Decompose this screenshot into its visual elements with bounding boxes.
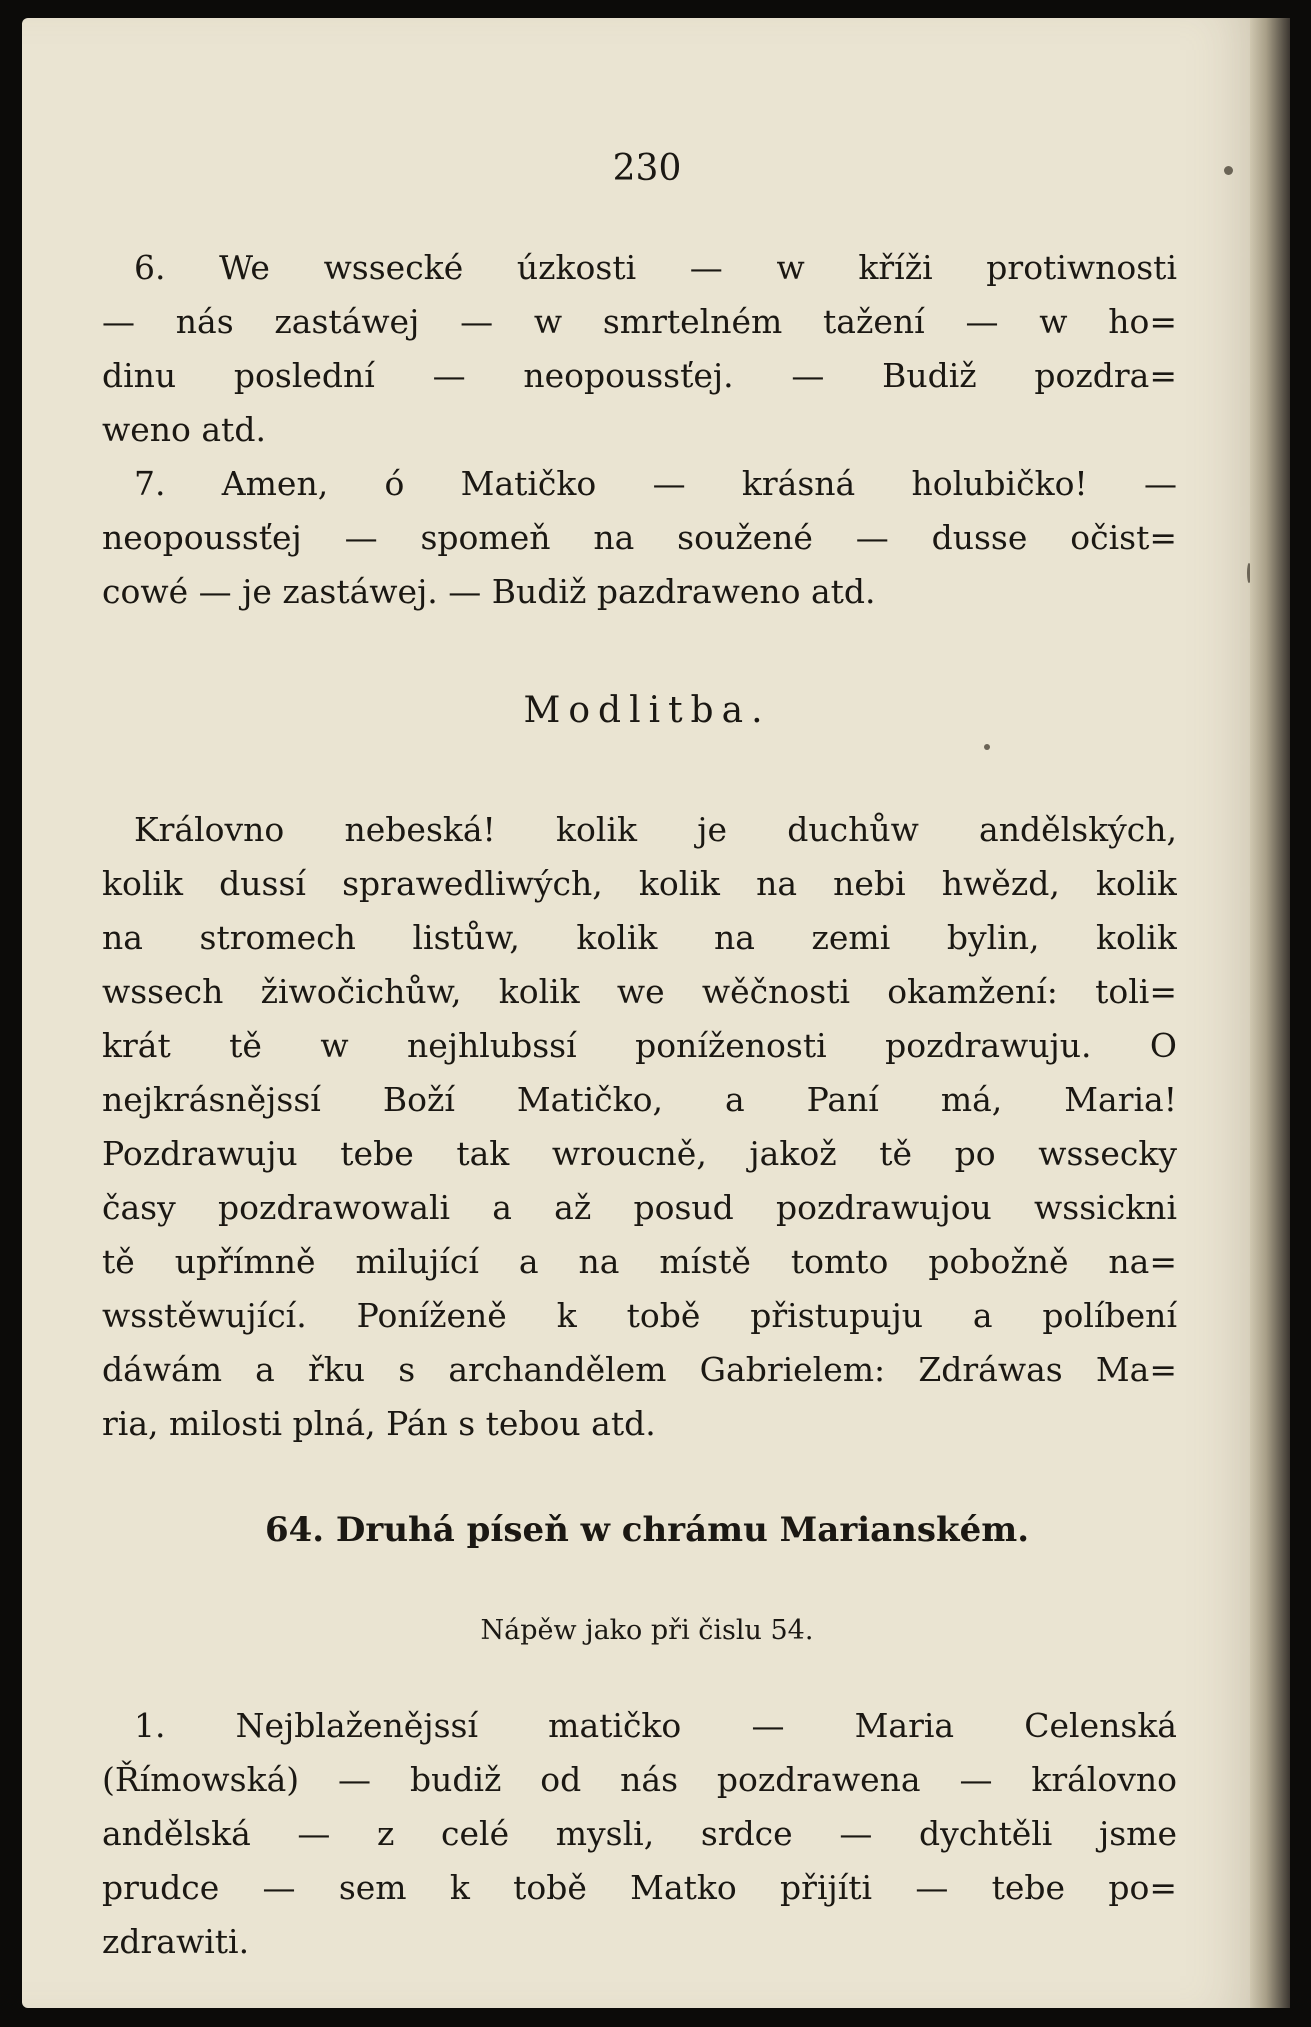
stanza-1-line: andělská — z celé mysli, srdce — dychtěli jsme	[102, 1814, 1177, 1853]
prayer-line: Královno nebeská! kolik je duchůw andělských,	[134, 810, 1177, 849]
prayer-line: wsstěwující. Poníženě k tobě přistupuju a políbení	[102, 1296, 1177, 1335]
prayer-line: Pozdrawuju tebe tak wroucně, jakož tě po wssecky	[102, 1134, 1177, 1173]
prayer-line: kolik dussí sprawedliwých, kolik na nebi hwězd, kolik	[102, 864, 1177, 903]
page-number: 230	[612, 148, 682, 189]
prayer-line: nejkrásnějssí Boží Matičko, a Paní má, Maria!	[102, 1080, 1177, 1119]
stanza-1-line: (Římowská) — budiž od nás pozdrawena — královno	[102, 1760, 1177, 1799]
stanza-1-line: zdrawiti.	[102, 1922, 250, 1961]
prayer-line: tě upřímně milující a na místě tomto pobožně na=	[102, 1242, 1177, 1281]
prayer-line: ria, milosti plná, Pán s tebou atd.	[102, 1404, 656, 1443]
prayer-line: časy pozdrawowali a až posud pozdrawujou wssickni	[102, 1188, 1177, 1227]
stanza-1-line: prudce — sem k tobě Matko přijíti — tebe po=	[102, 1868, 1177, 1907]
paper-speck	[1224, 166, 1233, 175]
stanza-6-line: — nás zastáwej — w smrtelném tažení — w ho=	[102, 302, 1177, 341]
prayer-line: krát tě w nejhlubssí poníženosti pozdrawuju. O	[102, 1026, 1177, 1065]
stanza-6-line: 6. We wssecké úzkosti — w kříži protiwnosti	[134, 248, 1177, 287]
paper-speck	[984, 744, 990, 750]
prayer-line: na stromech listůw, kolik na zemi bylin, kolik	[102, 918, 1177, 957]
prayer-line: wssech žiwočichůw, kolik we wěčnosti okamžení: toli=	[102, 972, 1177, 1011]
prayer-line: dáwám a řku s archandělem Gabrielem: Zdráwas Ma=	[102, 1350, 1177, 1389]
stanza-7-line: 7. Amen, ó Matičko — krásná holubičko! —	[134, 464, 1177, 503]
book-gutter	[1250, 18, 1290, 2008]
stanza-7-line: neopoussťej — spomeň na soužené — dusse očist=	[102, 518, 1177, 557]
prayer-title: Modlitba.	[523, 690, 771, 731]
stanza-1-line: 1. Nejblaženějssí matičko — Maria Celenská	[134, 1706, 1177, 1745]
stanza-6-line: dinu poslední — neopoussťej. — Budiž pozdra=	[102, 356, 1177, 395]
stanza-7-line: cowé — je zastáwej. — Budiž pazdraweno atd.	[102, 572, 876, 611]
book-page	[22, 18, 1272, 2008]
hymn-title: 64. Druhá píseň w chrámu Marianském.	[264, 1510, 1030, 1550]
melody-note: Nápěw jako při čislu 54.	[480, 1615, 814, 1646]
stanza-6-line: weno atd.	[102, 410, 266, 449]
